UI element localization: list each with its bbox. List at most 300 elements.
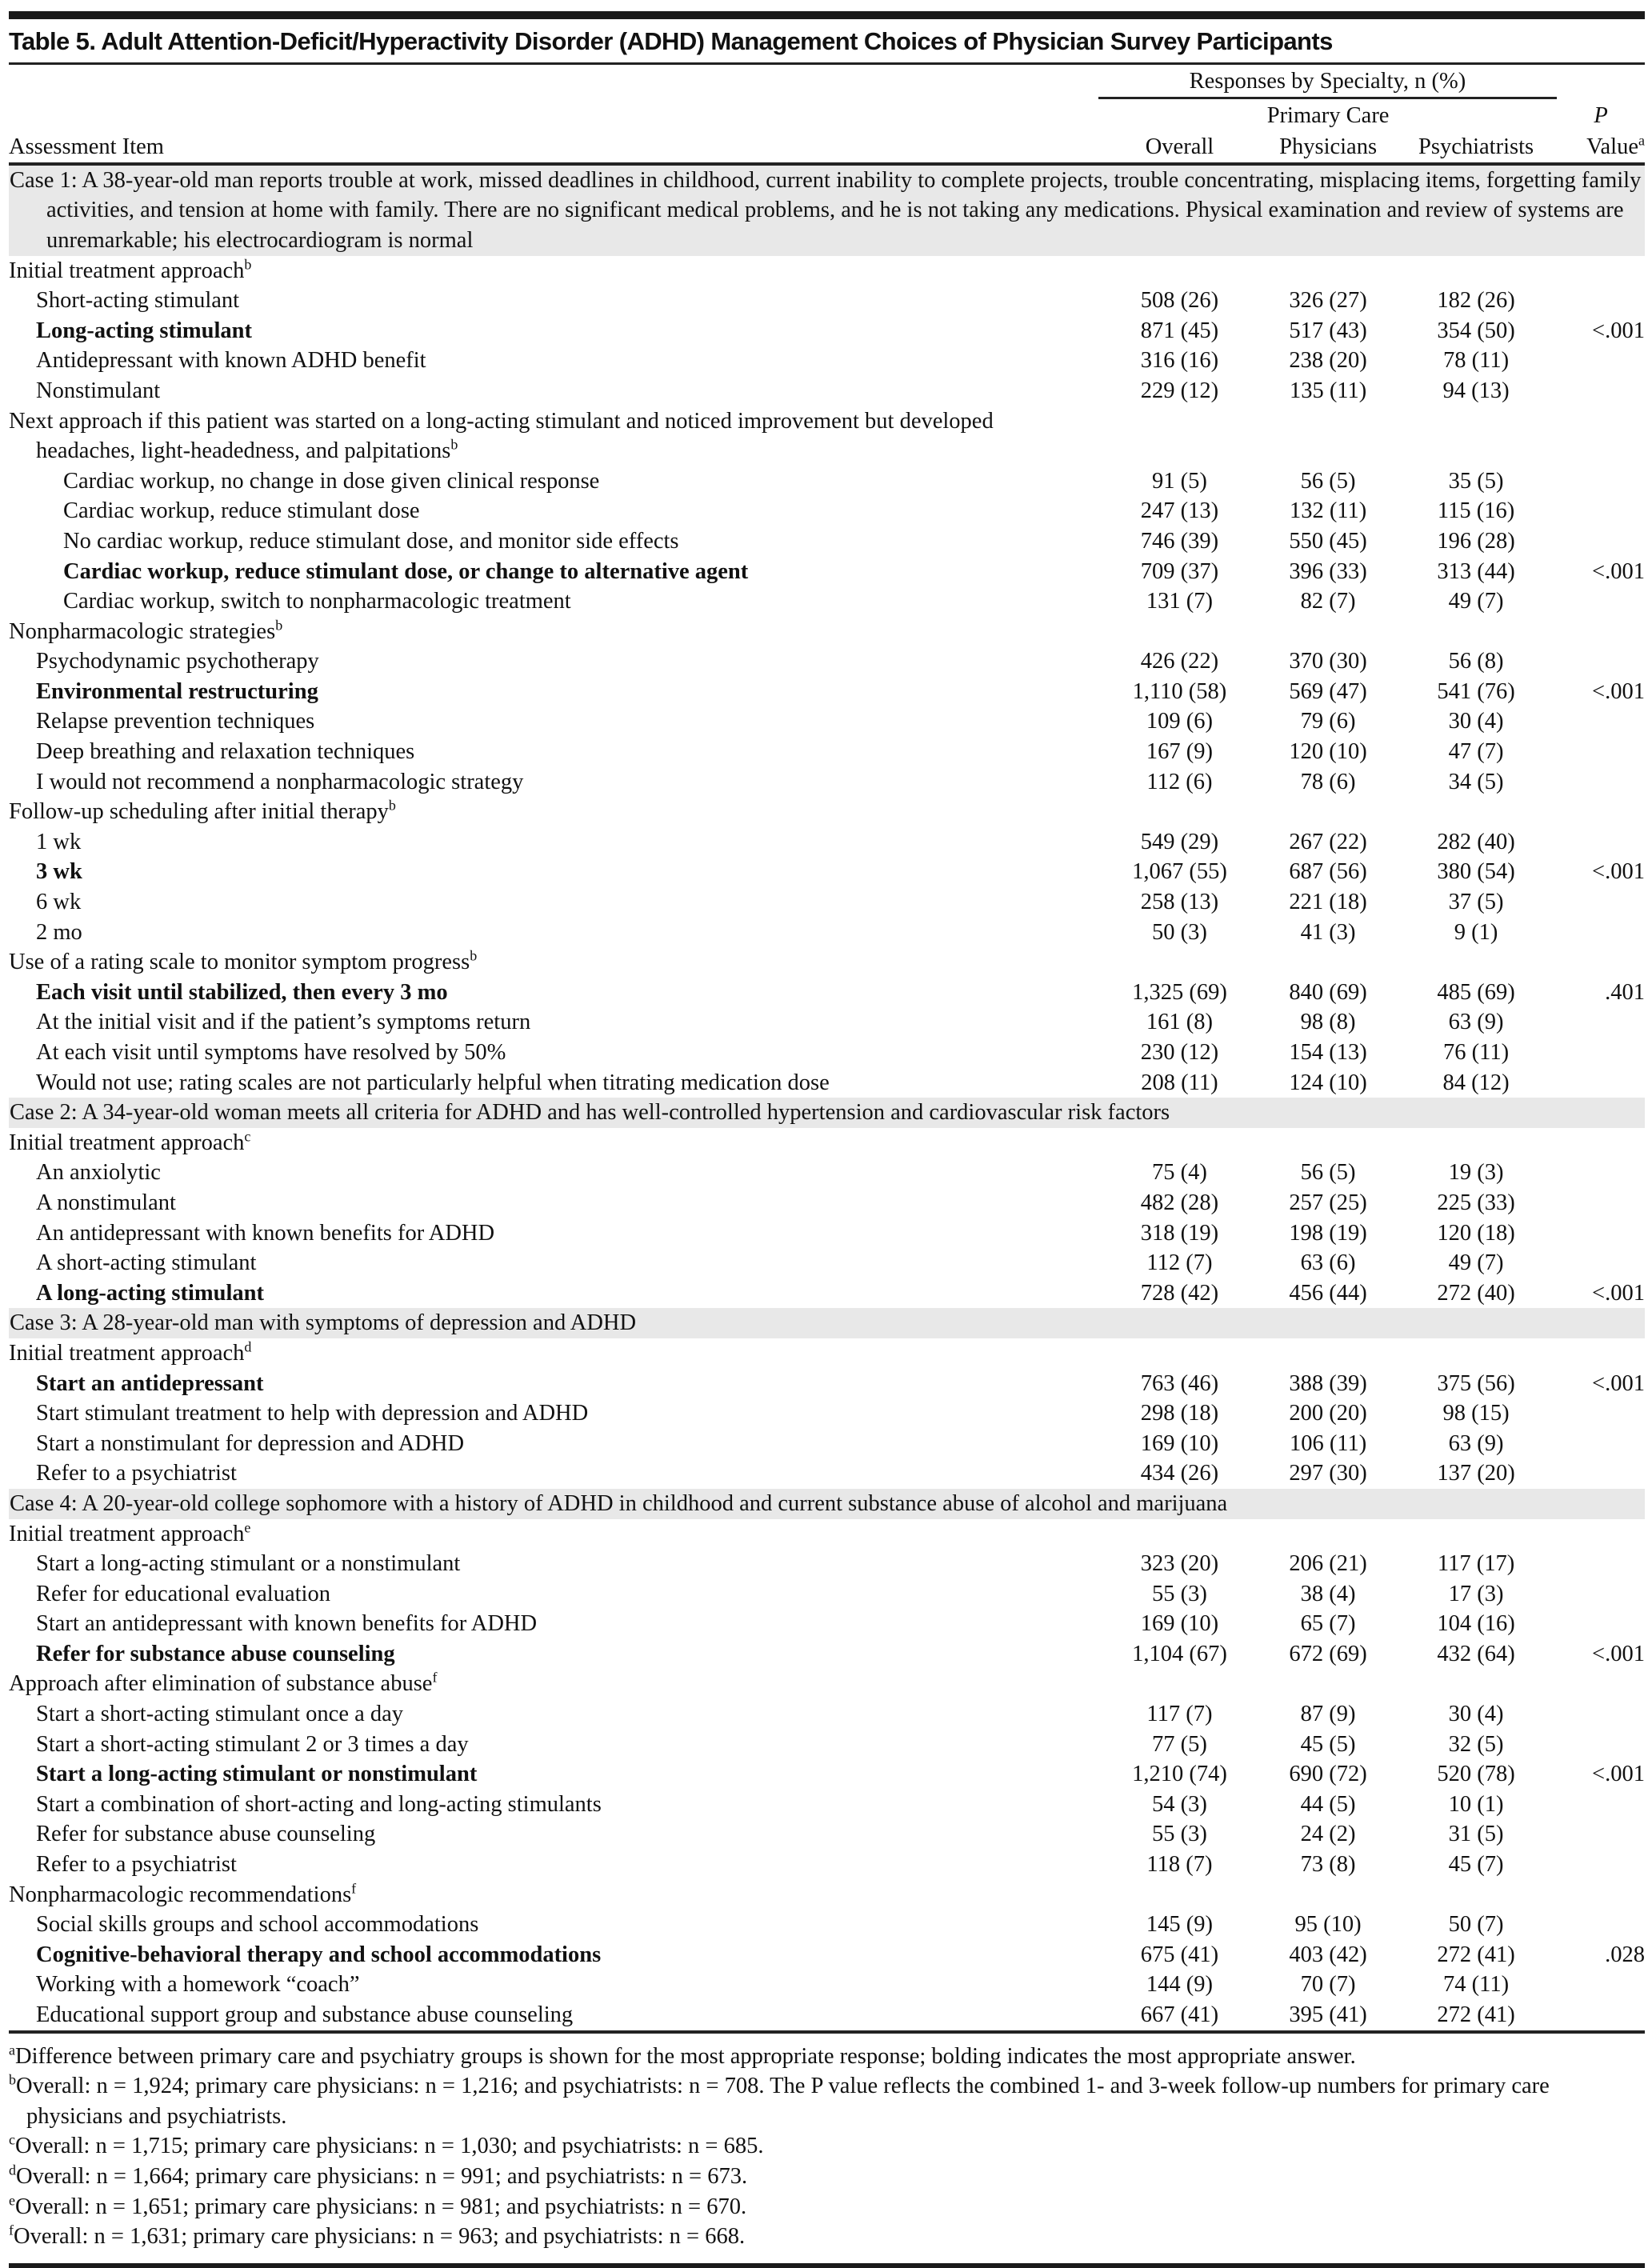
answer-option: Start a nonstimulant for depression and ADHD	[36, 1430, 465, 1456]
psychiatrists-value: 9 (1)	[1454, 919, 1498, 945]
most-appropriate-answer: Refer for substance abuse counseling	[36, 1641, 395, 1666]
footnote-marker: b	[388, 797, 396, 814]
psychiatrists-value: 225 (33)	[1437, 1190, 1515, 1215]
table-row	[9, 1369, 1645, 1399]
pcp-value: 73 (8)	[1300, 1852, 1356, 1878]
overall-value: 1,110 (58)	[1132, 678, 1227, 704]
question-label	[9, 1882, 356, 1907]
p-value	[1557, 286, 1645, 316]
p-header-line1: P	[1594, 102, 1608, 128]
table-row	[9, 1790, 1645, 1820]
pcp-value: 41 (3)	[1300, 919, 1356, 945]
p-value	[1557, 737, 1645, 767]
overall-value: 161 (8)	[1146, 1010, 1214, 1035]
psychiatrists-value: 272 (41)	[1437, 1942, 1515, 1967]
overall-value: 871 (45)	[1140, 318, 1219, 343]
psychiatrists-value: 45 (7)	[1448, 1852, 1504, 1878]
p-value: <.001	[1592, 558, 1645, 584]
question-row	[9, 1338, 1645, 1369]
overall-value: 728 (42)	[1140, 1280, 1219, 1306]
question-label	[9, 258, 251, 283]
most-appropriate-answer: Cardiac workup, reduce stimulant dose, or change to alternative agent	[63, 558, 749, 584]
pcp-value: 267 (22)	[1289, 829, 1367, 854]
pcp-value: 44 (5)	[1300, 1791, 1356, 1817]
overall-value: 1,067 (55)	[1132, 859, 1227, 885]
table-row	[9, 978, 1645, 1008]
p-value	[1557, 1730, 1645, 1760]
p-value	[1557, 827, 1645, 858]
overall-value: 1,210 (74)	[1132, 1762, 1227, 1787]
pcp-value: 326 (27)	[1289, 288, 1367, 314]
p-value: <.001	[1592, 1762, 1645, 1787]
overall-value: 1,325 (69)	[1132, 979, 1227, 1005]
question-text: Initial treatment approach	[9, 1521, 245, 1546]
table-row	[9, 1940, 1645, 1970]
overall-value: 112 (7)	[1146, 1250, 1213, 1276]
table-row	[9, 767, 1645, 798]
footnote-marker: b	[470, 947, 478, 964]
p-value	[1557, 1429, 1645, 1459]
table-row	[9, 1639, 1645, 1670]
question-row	[9, 1669, 1645, 1699]
question-text: Nonpharmacologic strategies	[9, 618, 276, 644]
overall-header: Overall	[1098, 130, 1261, 164]
table-row	[9, 286, 1645, 316]
table-row	[9, 1549, 1645, 1579]
answer-option: Nonstimulant	[36, 378, 161, 403]
question-text: Next approach if this patient was started on a long-acting stimulant and noticed improvement but developed headaches, light-headedness, and palpitations	[9, 408, 994, 464]
overall-value: 746 (39)	[1140, 528, 1219, 554]
answer-option: I would not recommend a nonpharmacologic strategy	[36, 769, 524, 794]
pcp-value: 517 (43)	[1289, 318, 1367, 343]
footnote-marker: b	[450, 436, 458, 453]
table-row	[9, 1007, 1645, 1038]
footnote	[9, 2162, 1645, 2192]
p-value	[1557, 1068, 1645, 1098]
pcp-value: 106 (11)	[1289, 1430, 1367, 1456]
table-row	[9, 1819, 1645, 1850]
pcp-value: 135 (11)	[1289, 378, 1367, 403]
overall-value: 434 (26)	[1140, 1461, 1219, 1486]
p-value: <.001	[1592, 859, 1645, 885]
case-row	[9, 1308, 1645, 1338]
question-row	[9, 406, 1645, 466]
psychiatrists-value: 35 (5)	[1448, 468, 1504, 494]
answer-option: A short-acting stimulant	[36, 1250, 257, 1276]
pcp-value: 672 (69)	[1289, 1641, 1367, 1666]
question-row	[9, 947, 1645, 978]
psychiatrists-value: 104 (16)	[1437, 1611, 1515, 1637]
table-row	[9, 1910, 1645, 1940]
question-label	[9, 619, 282, 644]
p-value	[1557, 706, 1645, 737]
answer-option: Cardiac workup, no change in dose given clinical response	[63, 468, 600, 494]
answer-option: Refer for substance abuse counseling	[36, 1822, 376, 1847]
p-value	[1557, 1038, 1645, 1068]
case-description: Case 1: A 38-year-old man reports trouble at work, missed deadlines in childhood, current inability to complete projects, trouble concentrating, misplacing items, forgetting family activities, and tension at home with family. There are no significant medical problems, and he is not taking any medications. Physical examination and review of systems are unremarkable; his electrocardiogram is normal	[10, 167, 1642, 253]
pcp-value: 79 (6)	[1300, 709, 1356, 734]
pcp-value: 200 (20)	[1289, 1401, 1367, 1426]
table-row	[9, 1218, 1645, 1249]
footnote-marker: b	[9, 2071, 16, 2088]
overall-value: 667 (41)	[1140, 2002, 1219, 2027]
answer-option: Start a short-acting stimulant once a day	[36, 1702, 404, 1727]
overall-value: 1,104 (67)	[1132, 1641, 1227, 1666]
psychiatrists-value: 196 (28)	[1437, 528, 1515, 554]
p-value	[1557, 1699, 1645, 1730]
question-label	[9, 406, 1096, 466]
top-rule	[9, 11, 1645, 19]
table-row	[9, 1188, 1645, 1218]
answer-option: Deep breathing and relaxation techniques	[36, 739, 415, 765]
p-value	[1557, 1248, 1645, 1278]
answer-option: Working with a homework “coach”	[36, 1972, 360, 1998]
pcp-value: 38 (4)	[1300, 1581, 1356, 1606]
case-row	[9, 1098, 1645, 1128]
table-row	[9, 316, 1645, 346]
overall-value: 117 (7)	[1146, 1702, 1213, 1727]
table-row	[9, 376, 1645, 406]
question-text: Follow-up scheduling after initial therapy	[9, 799, 389, 825]
psychiatrists-value: 74 (11)	[1443, 1972, 1510, 1998]
question-text: Approach after elimination of substance abuse	[9, 1671, 433, 1697]
psychiatrists-value: 78 (11)	[1443, 348, 1510, 374]
p-value: .028	[1605, 1942, 1645, 1967]
overall-value: 54 (3)	[1152, 1791, 1207, 1817]
pcp-value: 198 (19)	[1289, 1220, 1367, 1246]
footnote	[9, 2131, 1645, 2162]
pcp-value: 63 (6)	[1300, 1250, 1356, 1276]
pcp-value: 297 (30)	[1289, 1461, 1367, 1486]
pcp-header-line2: Physicians	[1261, 130, 1395, 164]
pcp-value: 569 (47)	[1289, 678, 1367, 704]
overall-value: 109 (6)	[1146, 709, 1214, 734]
most-appropriate-answer: Cognitive-behavioral therapy and school accommodations	[36, 1942, 602, 1967]
footnote-text: Difference between primary care and psychiatry groups is shown for the most appropriate response; bolding indicates the most appropriate answer.	[15, 2043, 1356, 2069]
assessment-item-header: Assessment Item	[9, 130, 1098, 164]
table-row	[9, 887, 1645, 918]
overall-value: 426 (22)	[1140, 649, 1219, 674]
overall-value: 91 (5)	[1152, 468, 1207, 494]
table-row	[9, 1850, 1645, 1880]
overall-value: 55 (3)	[1152, 1822, 1207, 1847]
most-appropriate-answer: Long-acting stimulant	[36, 318, 252, 343]
table-row	[9, 1429, 1645, 1459]
footnote-marker: f	[432, 1669, 438, 1686]
answer-option: Start a short-acting stimulant 2 or 3 times a day	[36, 1731, 469, 1757]
answer-option: An anxiolytic	[36, 1160, 161, 1186]
pcp-value: 221 (18)	[1289, 890, 1367, 915]
psychiatrists-value: 520 (78)	[1437, 1762, 1515, 1787]
footnote	[9, 2071, 1645, 2131]
psychiatrists-value: 10 (1)	[1448, 1791, 1504, 1817]
case-description: Case 4: A 20-year-old college sophomore with a history of ADHD in childhood and current substance abuse of alcohol and marijuana	[10, 1490, 1228, 1516]
p-header-line2: Value	[1586, 134, 1638, 160]
question-text: Nonpharmacologic recommendations	[9, 1882, 352, 1907]
p-value	[1557, 767, 1645, 798]
case-description: Case 2: A 34-year-old woman meets all criteria for ADHD and has well-controlled hypertension and cardiovascular risk factors	[10, 1100, 1170, 1126]
pcp-value: 687 (56)	[1289, 859, 1367, 885]
answer-option: Refer for educational evaluation	[36, 1581, 330, 1606]
pcp-value: 206 (21)	[1289, 1551, 1367, 1577]
question-row	[9, 256, 1645, 286]
p-value	[1557, 346, 1645, 376]
overall-value: 508 (26)	[1140, 288, 1219, 314]
p-value	[1557, 376, 1645, 406]
overall-value: 709 (37)	[1140, 558, 1219, 584]
table-row	[9, 1248, 1645, 1278]
p-value	[1557, 2000, 1645, 2030]
psychiatrists-value: 37 (5)	[1448, 890, 1504, 915]
question-label	[9, 1338, 252, 1366]
overall-value: 482 (28)	[1140, 1190, 1219, 1215]
psychiatrists-value: 313 (44)	[1437, 558, 1515, 584]
answer-option: Start stimulant treatment to help with depression and ADHD	[36, 1401, 589, 1426]
answer-option: 6 wk	[36, 890, 82, 915]
pcp-value: 95 (10)	[1294, 1912, 1362, 1938]
psychiatrists-value: 94 (13)	[1442, 378, 1510, 403]
overall-value: 145 (9)	[1146, 1912, 1214, 1938]
p-value	[1557, 1609, 1645, 1639]
table-row	[9, 677, 1645, 707]
overall-value: 118 (7)	[1146, 1852, 1213, 1878]
psychiatrists-value: 19 (3)	[1448, 1160, 1504, 1186]
pcp-value: 24 (2)	[1300, 1822, 1356, 1847]
footnote-text: Overall: n = 1,924; primary care physicians: n = 1,216; and psychiatrists: n = 708. The P value reflects the combined 1- and 3-week follow-up numbers for primary care physicians and psychiatrists.	[16, 2074, 1550, 2129]
table-row	[9, 1038, 1645, 1068]
table-title: Table 5. Adult Attention-Deficit/Hyperactivity Disorder (ADHD) Management Choices of Physician Survey Participants	[9, 19, 1645, 65]
table-row	[9, 706, 1645, 737]
psychiatrists-value: 31 (5)	[1448, 1822, 1504, 1847]
pcp-value: 120 (10)	[1289, 739, 1367, 765]
p-value	[1557, 586, 1645, 617]
footnote-marker: e	[9, 2192, 15, 2209]
most-appropriate-answer: A long-acting stimulant	[36, 1280, 265, 1306]
overall-value: 169 (10)	[1140, 1611, 1219, 1637]
footnote-marker: d	[244, 1338, 252, 1355]
pcp-value: 65 (7)	[1300, 1611, 1356, 1637]
pcp-value: 98 (8)	[1300, 1010, 1356, 1035]
psychiatrists-value: 182 (26)	[1437, 288, 1515, 314]
footnote-marker: c	[9, 2131, 15, 2148]
p-value	[1557, 646, 1645, 677]
p-value: <.001	[1592, 1370, 1645, 1396]
psychiatrists-value: 432 (64)	[1437, 1641, 1515, 1666]
footnote-marker: c	[244, 1128, 251, 1145]
answer-option: 2 mo	[36, 919, 82, 945]
pcp-value: 45 (5)	[1300, 1731, 1356, 1757]
overall-value: 316 (16)	[1140, 348, 1219, 374]
table-row	[9, 737, 1645, 767]
overall-value: 229 (12)	[1140, 378, 1219, 403]
table-row	[9, 586, 1645, 617]
pcp-value: 550 (45)	[1289, 528, 1367, 554]
answer-option: Relapse prevention techniques	[36, 709, 315, 734]
answer-option: Start a long-acting stimulant or a nonstimulant	[36, 1551, 461, 1577]
answer-option: 1 wk	[36, 829, 82, 854]
overall-value: 675 (41)	[1140, 1942, 1219, 1967]
table-row	[9, 1579, 1645, 1610]
answer-option: Educational support group and substance abuse counseling	[36, 2002, 574, 2027]
overall-value: 258 (13)	[1140, 890, 1219, 915]
psychiatrists-value: 30 (4)	[1448, 1702, 1504, 1727]
overall-value: 169 (10)	[1140, 1430, 1219, 1456]
psychiatrists-value: 63 (9)	[1448, 1430, 1504, 1456]
question-label	[9, 799, 396, 824]
pcp-value: 82 (7)	[1300, 589, 1356, 614]
p-value	[1557, 1579, 1645, 1610]
p-value: <.001	[1592, 1641, 1645, 1666]
table-row	[9, 1970, 1645, 2000]
answer-option: Refer to a psychiatrist	[36, 1461, 237, 1486]
answer-option: Start a combination of short-acting and long-acting stimulants	[36, 1791, 602, 1817]
most-appropriate-answer: Environmental restructuring	[36, 678, 318, 704]
pcp-value: 154 (13)	[1289, 1040, 1367, 1065]
footnote	[9, 2222, 1645, 2252]
psychiatrists-value: 30 (4)	[1448, 709, 1504, 734]
question-label	[9, 947, 478, 975]
question-row	[9, 797, 1645, 827]
question-text: Initial treatment approach	[9, 1130, 245, 1155]
case-description: Case 3: A 28-year-old man with symptoms of depression and ADHD	[10, 1310, 637, 1336]
footnote-marker: d	[9, 2162, 16, 2178]
question-label	[9, 1130, 250, 1155]
psychiatrists-value: 354 (50)	[1437, 318, 1515, 343]
p-value	[1557, 918, 1645, 948]
most-appropriate-answer: Start a long-acting stimulant or nonstimulant	[36, 1762, 478, 1787]
footnote-text: Overall: n = 1,651; primary care physicians: n = 981; and psychiatrists: n = 670.	[15, 2194, 747, 2219]
table-container	[9, 11, 1645, 2268]
answer-option: Cardiac workup, switch to nonpharmacologic treatment	[63, 589, 571, 614]
footnote-text: Overall: n = 1,631; primary care physicians: n = 963; and psychiatrists: n = 668.	[14, 2224, 746, 2250]
overall-value: 50 (3)	[1152, 919, 1207, 945]
overall-value: 298 (18)	[1140, 1401, 1219, 1426]
table-row	[9, 2000, 1645, 2030]
footnote-marker: f	[9, 2222, 14, 2238]
psychiatrists-value: 34 (5)	[1448, 769, 1504, 794]
psychiatrists-value: 49 (7)	[1448, 1250, 1504, 1276]
answer-option: Start an antidepressant with known benefits for ADHD	[36, 1611, 538, 1637]
question-label	[9, 1519, 251, 1546]
pcp-value: 396 (33)	[1289, 558, 1367, 584]
table-row	[9, 1158, 1645, 1188]
table-row	[9, 646, 1645, 677]
pcp-value: 56 (5)	[1300, 1160, 1356, 1186]
footnote-text: Overall: n = 1,715; primary care physicians: n = 1,030; and psychiatrists: n = 685.	[15, 2134, 764, 2159]
psychiatrists-value: 120 (18)	[1437, 1220, 1515, 1246]
footnote	[9, 2192, 1645, 2222]
table-row	[9, 557, 1645, 587]
table-row	[9, 1278, 1645, 1309]
table-row	[9, 346, 1645, 376]
table-row	[9, 526, 1645, 557]
data-table	[9, 65, 1645, 2030]
most-appropriate-answer: Each visit until stabilized, then every 3 mo	[36, 979, 448, 1005]
psychiatrists-value: 56 (8)	[1448, 649, 1504, 674]
case-row	[9, 1489, 1645, 1519]
question-row	[9, 617, 1645, 647]
p-value	[1557, 466, 1645, 497]
pcp-value: 388 (39)	[1289, 1370, 1367, 1396]
question-text: Initial treatment approach	[9, 258, 245, 283]
overall-value: 323 (20)	[1140, 1551, 1219, 1577]
pcp-value: 87 (9)	[1300, 1702, 1356, 1727]
footnotes	[9, 2034, 1645, 2252]
table-row	[9, 1730, 1645, 1760]
p-value	[1557, 1188, 1645, 1218]
p-value	[1557, 1158, 1645, 1188]
p-value: <.001	[1592, 318, 1645, 343]
p-value	[1557, 1549, 1645, 1579]
psychiatrists-value: 32 (5)	[1448, 1731, 1504, 1757]
answer-option: Psychodynamic psychotherapy	[36, 649, 319, 674]
table-row	[9, 1458, 1645, 1489]
case-row	[9, 164, 1645, 256]
answer-option: Refer to a psychiatrist	[36, 1852, 237, 1878]
overall-value: 144 (9)	[1146, 1972, 1214, 1998]
pcp-value: 395 (41)	[1289, 2002, 1367, 2027]
p-value	[1557, 887, 1645, 918]
footnote-marker: b	[275, 617, 283, 634]
overall-value: 549 (29)	[1140, 829, 1219, 854]
psychiatrists-value: 541 (76)	[1437, 678, 1515, 704]
overall-value: 167 (9)	[1146, 739, 1214, 765]
table-row	[9, 1609, 1645, 1639]
overall-value: 318 (19)	[1140, 1220, 1219, 1246]
psychiatrists-value: 47 (7)	[1448, 739, 1504, 765]
answer-option: Antidepressant with known ADHD benefit	[36, 348, 426, 374]
psychiatrists-value: 485 (69)	[1437, 979, 1515, 1005]
psychiatrists-value: 137 (20)	[1437, 1461, 1515, 1486]
psychiatrists-value: 117 (17)	[1437, 1551, 1515, 1577]
pcp-value: 370 (30)	[1289, 649, 1367, 674]
pcp-value: 456 (44)	[1289, 1280, 1367, 1306]
psychiatrists-value: 63 (9)	[1448, 1010, 1504, 1035]
pcp-value: 78 (6)	[1300, 769, 1356, 794]
overall-value: 75 (4)	[1152, 1160, 1207, 1186]
table-row	[9, 1759, 1645, 1790]
table-row	[9, 1398, 1645, 1429]
question-row	[9, 1880, 1645, 1910]
psychiatrists-value: 50 (7)	[1448, 1912, 1504, 1938]
psychiatrists-value: 76 (11)	[1443, 1040, 1510, 1065]
pcp-value: 124 (10)	[1289, 1070, 1367, 1095]
pcp-value: 690 (72)	[1289, 1762, 1367, 1787]
p-value	[1557, 1398, 1645, 1429]
p-value	[1557, 526, 1645, 557]
overall-value: 112 (6)	[1146, 769, 1213, 794]
overall-value: 247 (13)	[1140, 498, 1219, 524]
p-value: <.001	[1592, 1280, 1645, 1306]
answer-option: Short-acting stimulant	[36, 288, 240, 314]
p-value: <.001	[1592, 678, 1645, 704]
p-value	[1557, 496, 1645, 526]
question-text: Use of a rating scale to monitor symptom progress	[9, 950, 470, 975]
answer-option: No cardiac workup, reduce stimulant dose, and monitor side effects	[63, 528, 679, 554]
answer-option: A nonstimulant	[36, 1190, 176, 1215]
pcp-value: 70 (7)	[1300, 1972, 1356, 1998]
question-text: Initial treatment approach	[9, 1340, 245, 1366]
psychiatrists-value: 98 (15)	[1442, 1401, 1510, 1426]
table-row	[9, 496, 1645, 526]
p-value	[1557, 1218, 1645, 1249]
answer-option: At each visit until symptoms have resolved by 50%	[36, 1040, 506, 1065]
overall-value: 131 (7)	[1146, 589, 1214, 614]
table-row	[9, 827, 1645, 858]
pcp-value: 238 (20)	[1289, 348, 1367, 374]
answer-option: An antidepressant with known benefits for ADHD	[36, 1220, 495, 1246]
pcp-value: 132 (11)	[1289, 498, 1367, 524]
